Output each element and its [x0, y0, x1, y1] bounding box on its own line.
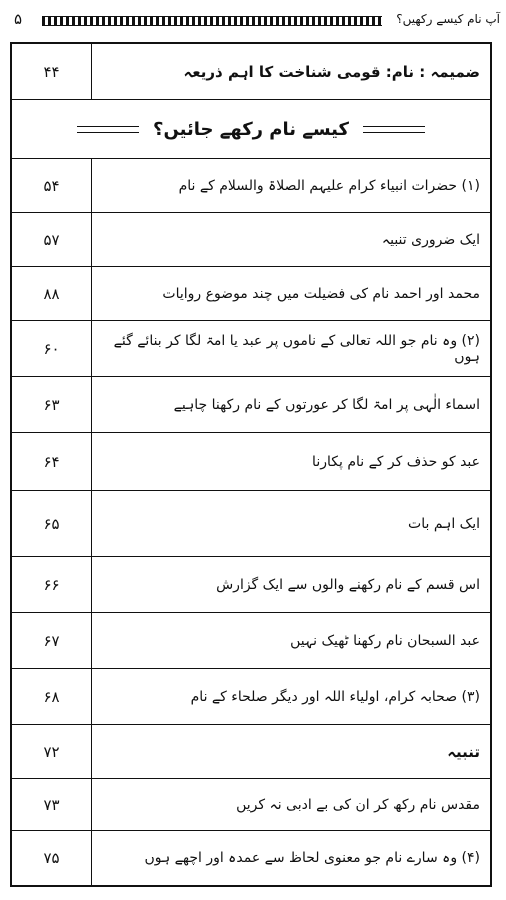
- toc-entry-title: اسماء الٰہی پر امۃ لگا کر عورتوں کے نام رکھنا چاہیے: [173, 396, 480, 413]
- toc-entry-title: عبد السبحان نام رکھنا ٹھیک نہیں: [290, 632, 480, 649]
- toc-row: [12, 491, 490, 557]
- toc-entry-title: مقدس نام رکھ کر ان کی بے ادبی نہ کریں: [236, 796, 480, 813]
- toc-page-number: ۶۷: [12, 613, 92, 668]
- toc-entry-title: محمد اور احمد نام کی فضیلت میں چند موضوع روایات: [162, 285, 480, 302]
- book-title: آپ نام کیسے رکھیں؟: [396, 12, 500, 26]
- toc-page-number: ۵۴: [12, 159, 92, 212]
- toc-entry-title: عبد کو حذف کر کے نام پکارنا: [312, 453, 480, 470]
- toc-row: [12, 213, 490, 267]
- toc-page-number: ۶۶: [12, 557, 92, 612]
- header-ornament-border: [42, 16, 382, 26]
- toc-row: [12, 725, 490, 779]
- toc-row: [12, 433, 490, 491]
- toc-row: [12, 613, 490, 669]
- toc-row: [12, 779, 490, 831]
- heading-rule-left: [77, 126, 139, 133]
- toc-page-number: ۷۵: [12, 831, 92, 885]
- toc-entry-title: ایک ضروری تنبیہ: [381, 231, 480, 248]
- page-number: ۵: [14, 10, 23, 28]
- toc-page-number: ۶۵: [12, 491, 92, 556]
- toc-page-number: ۶۴: [12, 433, 92, 490]
- toc-page-number: ۸۸: [12, 267, 92, 320]
- toc-entry-title: (۱) حضرات انبیاء کرام علیہم الصلاۃ والسلام کے نام: [178, 177, 480, 194]
- toc-row: [12, 377, 490, 433]
- toc-entry-title: تنبیہ: [447, 742, 480, 761]
- toc-entry-title: (۳) صحابہ کرام، اولیاء اللہ اور دیگر صلحاء کے نام: [190, 688, 480, 705]
- section-heading-text: کیسے نام رکھے جائیں؟: [153, 118, 349, 140]
- toc-entry-title: اس قسم کے نام رکھنے والوں سے ایک گزارش: [216, 576, 480, 593]
- table-of-contents: [10, 42, 492, 887]
- toc-page-number: ۶۰: [12, 321, 92, 376]
- toc-row: [12, 669, 490, 725]
- toc-page-number: ۵۷: [12, 213, 92, 266]
- toc-row: [12, 831, 490, 885]
- running-header: [6, 8, 500, 34]
- toc-row: [12, 557, 490, 613]
- toc-page-number: ۴۴: [12, 44, 92, 99]
- toc-row: [12, 159, 490, 213]
- toc-page-number: ۶۸: [12, 669, 92, 724]
- toc-page-number: ۷۳: [12, 779, 92, 830]
- toc-row: [12, 321, 490, 377]
- toc-entry-title: (۲) وہ نام جو اللہ تعالی کے ناموں پر عبد یا امۃ لگا کر بنائے گئے ہوں: [113, 332, 480, 365]
- toc-page-number: ۷۲: [12, 725, 92, 778]
- toc-entry-title: (۴) وہ سارے نام جو معنوی لحاظ سے عمدہ اور اچھے ہوں: [144, 850, 480, 866]
- toc-row: [12, 44, 490, 100]
- toc-entry-title: ایک اہم بات: [408, 515, 480, 532]
- heading-rule-right: [363, 126, 425, 133]
- toc-row: [12, 267, 490, 321]
- toc-entry-title: ضمیمہ : نام: قومی شناخت کا اہم ذریعہ: [183, 62, 480, 81]
- section-heading: [12, 100, 490, 159]
- toc-page-number: ۶۳: [12, 377, 92, 432]
